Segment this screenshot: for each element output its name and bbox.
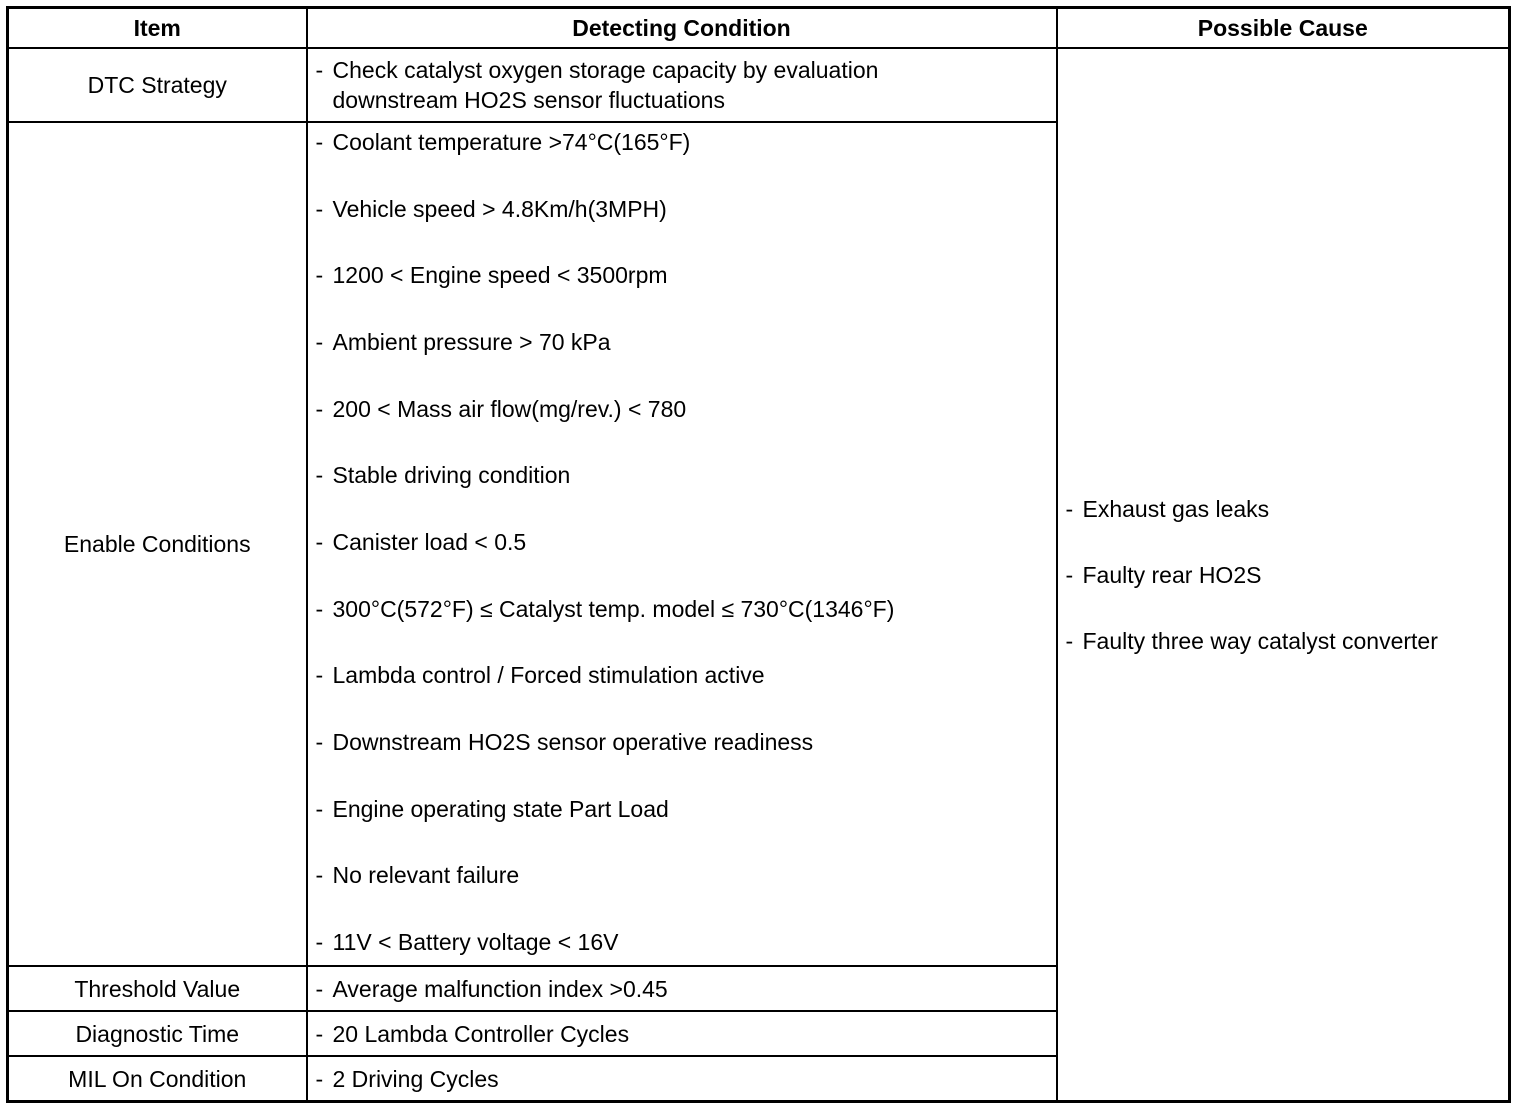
list-item: - Canister load < 0.5 [315, 529, 527, 556]
header-detecting-condition: Detecting Condition [307, 8, 1057, 49]
item-enable-conditions: Enable Conditions [8, 122, 307, 966]
list-item: - 200 < Mass air flow(mg/rev.) < 780 [315, 395, 687, 422]
item-mil-on-condition: MIL On Condition [8, 1056, 307, 1101]
list-item: - Coolant temperature >74°C(165°F) [315, 129, 691, 156]
condition-dtc-strategy [307, 48, 1057, 122]
bullet-dash: - [1065, 495, 1074, 522]
item-dtc-strategy: DTC Strategy [8, 48, 307, 122]
list-item: - Vehicle speed > 4.8Km/h(3MPH) [315, 195, 667, 222]
cause-item [1066, 560, 1509, 590]
header-possible-cause: Possible Cause [1057, 8, 1510, 49]
cause-item [1066, 626, 1509, 656]
cause-item [1066, 494, 1509, 524]
condition-mil-on-condition: - 2 Driving Cycles [307, 1056, 1057, 1101]
dtc-table [6, 6, 1511, 1103]
condition-diagnostic-time: - 20 Lambda Controller Cycles [307, 1011, 1057, 1056]
list-item: - 300°C(572°F) ≤ Catalyst temp. model ≤ 730°C(1346°F) [315, 595, 895, 622]
list-item: - Lambda control / Forced stimulation active [315, 662, 765, 689]
enable-condition-list [316, 123, 1056, 957]
condition-text: Check catalyst oxygen storage capacity by evaluation [332, 57, 879, 84]
condition-line [316, 85, 1056, 115]
cause-text: Faulty rear HO2S [1082, 561, 1262, 588]
list-item: - Downstream HO2S sensor operative readiness [315, 729, 814, 756]
possible-cause-cell [1057, 48, 1510, 1101]
bullet-dash: - [315, 57, 324, 84]
cause-list [1066, 494, 1509, 656]
condition-line [316, 55, 1056, 85]
bullet-dash: - [1065, 561, 1074, 588]
header-item: Item [8, 8, 307, 49]
header-row [8, 8, 1510, 49]
condition-threshold-value: - Average malfunction index >0.45 [307, 966, 1057, 1011]
bullet-dash: - [1065, 627, 1074, 654]
item-threshold-value: Threshold Value [8, 966, 307, 1011]
row-dtc-strategy [8, 48, 1510, 122]
item-diagnostic-time: Diagnostic Time [8, 1011, 307, 1056]
list-item: - Stable driving condition [315, 462, 571, 489]
condition-enable-conditions [307, 122, 1057, 966]
list-item: - 1200 < Engine speed < 3500rpm [315, 262, 668, 289]
cause-text: Exhaust gas leaks [1082, 495, 1270, 522]
cause-text: Faulty three way catalyst converter [1082, 627, 1438, 654]
list-item: - Engine operating state Part Load [315, 795, 669, 822]
list-item: - 11V < Battery voltage < 16V [315, 929, 619, 956]
condition-text: downstream HO2S sensor fluctuations [332, 87, 725, 114]
list-item: - No relevant failure [315, 862, 520, 889]
list-item: - Ambient pressure > 70 kPa [315, 329, 611, 356]
